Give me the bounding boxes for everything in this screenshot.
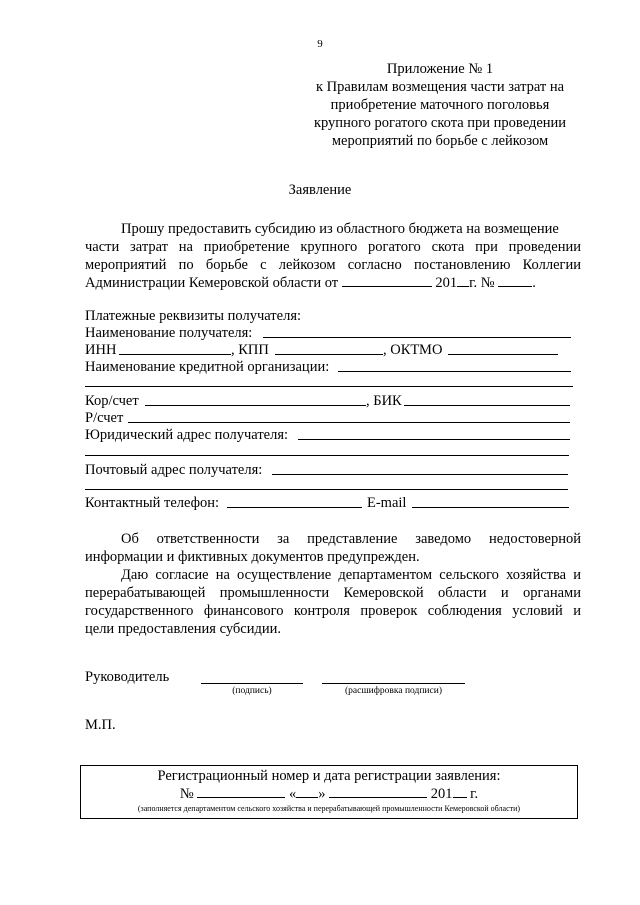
responsibility-line: информации и фиктивных документов предупрежден. (85, 549, 420, 565)
recipient-name-field[interactable] (263, 337, 571, 338)
bik-field[interactable] (404, 405, 570, 406)
appendix-header (300, 60, 580, 150)
registration-year-suffix: г. (470, 786, 479, 802)
decree-year-field[interactable] (457, 274, 469, 287)
consent-line: Даю согласие на осуществление департаментом сельского хозяйства и (121, 567, 581, 583)
appendix-line: к Правилам возмещения части затрат на (315, 79, 565, 95)
corr-account-field[interactable] (145, 405, 366, 406)
recipient-name-label: Наименование получателя: (85, 325, 253, 341)
registration-year: 201 (430, 786, 453, 802)
request-line: Прошу предоставить субсидию из областного бюджета на возмещение (121, 221, 559, 237)
request-line: части затрат на приобретение крупного рогатого скота при проведении (85, 239, 581, 255)
registration-number-label: № (179, 786, 194, 802)
registration-year-field[interactable] (453, 785, 467, 798)
legal-address-label: Юридический адрес получателя: (85, 427, 289, 443)
request-line: мероприятий по борьбе с лейкозом согласно постановлению Коллегии (85, 257, 581, 273)
registration-box (80, 765, 578, 819)
corr-account-label: Кор/счет (85, 393, 139, 409)
phone-field[interactable] (227, 507, 362, 508)
postal-address-field[interactable] (272, 474, 568, 475)
postal-address-label: Почтовый адрес получателя: (85, 462, 263, 478)
email-field[interactable] (412, 507, 569, 508)
document-title: Заявление (288, 182, 352, 198)
requisites-header: Платежные реквизиты получателя: (85, 308, 302, 324)
phone-label: Контактный телефон: (85, 495, 220, 511)
page-number: 9 (317, 38, 323, 50)
decree-end: . (532, 275, 536, 291)
appendix-line: приобретение маточного поголовья (330, 97, 550, 113)
registration-note: (заполняется департаментом сельского хозяйства и перерабатывающей промышленности Кемеровской области) (137, 804, 521, 813)
bank-name-field[interactable] (338, 371, 571, 372)
registration-number-field[interactable] (197, 785, 285, 798)
appendix-line: мероприятий по борьбе с лейкозом (331, 133, 549, 149)
registration-fields-line (81, 785, 577, 803)
head-label: Руководитель (85, 669, 170, 685)
oktmo-label: , ОКТМО (383, 342, 443, 358)
registration-title: Регистрационный номер и дата регистрации заявления: (157, 768, 501, 784)
decree-number-field[interactable] (498, 274, 532, 287)
consent-line: перерабатывающей промышленности Кемеровской области и органами (85, 585, 581, 601)
bank-name-field-continued[interactable] (85, 386, 573, 387)
registration-day-field[interactable] (296, 785, 318, 798)
account-field[interactable] (128, 422, 570, 423)
legal-address-field[interactable] (298, 439, 570, 440)
signature-field[interactable] (201, 683, 303, 684)
seal-label: М.П. (85, 717, 116, 733)
oktmo-field[interactable] (448, 354, 558, 355)
postal-address-field-continued[interactable] (85, 489, 568, 490)
legal-address-field-continued[interactable] (85, 455, 569, 456)
decree-year: 201 (435, 275, 458, 291)
consent-line: цели предоставления субсидии. (85, 621, 281, 637)
signature-caption: (подпись) (232, 686, 272, 696)
account-label: Р/счет (85, 410, 124, 426)
bank-name-label: Наименование кредитной организации: (85, 359, 330, 375)
decree-number-label: г. № (469, 275, 495, 291)
responsibility-line: Об ответственности за представление заведомо недостоверной (121, 531, 581, 547)
bik-label: , БИК (366, 393, 402, 409)
kpp-field[interactable] (275, 354, 383, 355)
inn-label: ИНН (85, 342, 117, 358)
inn-field[interactable] (119, 354, 231, 355)
kpp-label: , КПП (231, 342, 269, 358)
consent-line: государственного финансового контроля проверок соблюдения условий и (85, 603, 581, 619)
decree-date-field[interactable] (342, 274, 432, 287)
signature-decode-field[interactable] (322, 683, 465, 684)
appendix-line: Приложение № 1 (386, 61, 494, 77)
email-label: E-mail (367, 495, 407, 511)
signature-decode-caption: (расшифровка подписи) (345, 686, 442, 696)
request-decree-text: Администрации Кемеровской области от (85, 275, 339, 291)
quote-close: » (318, 786, 326, 802)
appendix-line: крупного рогатого скота при проведении (313, 115, 567, 131)
quote-open: « (289, 786, 297, 802)
registration-month-field[interactable] (329, 785, 427, 798)
request-decree-line (85, 274, 536, 292)
